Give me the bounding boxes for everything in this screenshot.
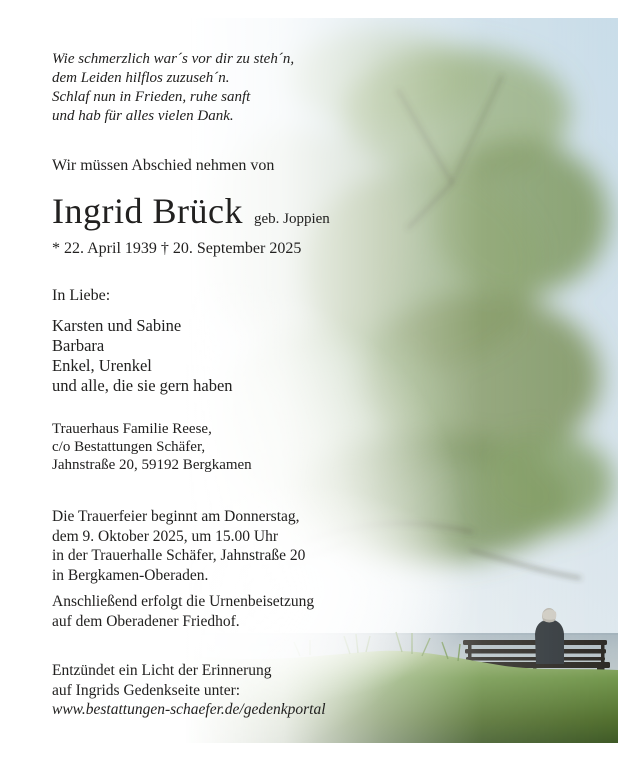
address-line: c/o Bestattungen Schäfer, xyxy=(52,439,206,455)
mourner-line: Karsten und Sabine xyxy=(52,316,182,335)
service-line: in Bergkamen-Oberaden. xyxy=(52,566,209,584)
memorial-portal-url: www.bestattungen-schaefer.de/gedenkportal xyxy=(52,701,326,718)
service-line: Die Trauerfeier beginnt am Donnerstag, xyxy=(52,508,300,525)
mourner-line: Barbara xyxy=(52,336,105,355)
poem-line: Schlaf nun in Frieden, ruhe sanft xyxy=(52,89,251,105)
memorial-line: Entzündet ein Licht der Erinnerung xyxy=(52,662,272,679)
life-dates: * 22. April 1939 † 20. September 2025 xyxy=(52,240,302,257)
mourner-line: Enkel, Urenkel xyxy=(52,356,152,375)
poem xyxy=(52,50,294,126)
address-line: Jahnstraße 20, 59192 Bergkamen xyxy=(52,457,252,473)
mourning-house-address xyxy=(52,420,252,474)
mourners-list xyxy=(52,316,233,396)
intro-line: Wir müssen Abschied nehmen von xyxy=(52,157,275,174)
maiden-name: geb. Joppien xyxy=(253,211,330,227)
poem-line: Wie schmerzlich war´s vor dir zu steh´n, xyxy=(52,51,295,67)
farewell-heading: In Liebe: xyxy=(52,287,111,304)
mourner-line: und alle, die sie gern haben xyxy=(52,376,233,395)
burial-info xyxy=(52,592,314,631)
deceased-name: Ingrid Brück xyxy=(52,191,243,231)
memorial-page-info xyxy=(52,661,326,720)
service-line: dem 9. Oktober 2025, um 15.00 Uhr xyxy=(52,527,279,545)
poem-line: und hab für alles vielen Dank. xyxy=(52,108,234,124)
address-line: Trauerhaus Familie Reese, xyxy=(52,421,212,437)
poem-line: dem Leiden hilflos zuzuseh´n. xyxy=(52,70,230,86)
service-line: in der Trauerhalle Schäfer, Jahnstraße 20 xyxy=(52,547,306,564)
deceased-name-row xyxy=(52,190,330,232)
memorial-line: auf Ingrids Gedenkseite unter: xyxy=(52,681,241,699)
burial-line: Anschließend erfolgt die Urnenbeisetzung xyxy=(52,593,315,610)
funeral-service-info xyxy=(52,507,305,585)
burial-line: auf dem Oberadener Friedhof. xyxy=(52,612,240,630)
